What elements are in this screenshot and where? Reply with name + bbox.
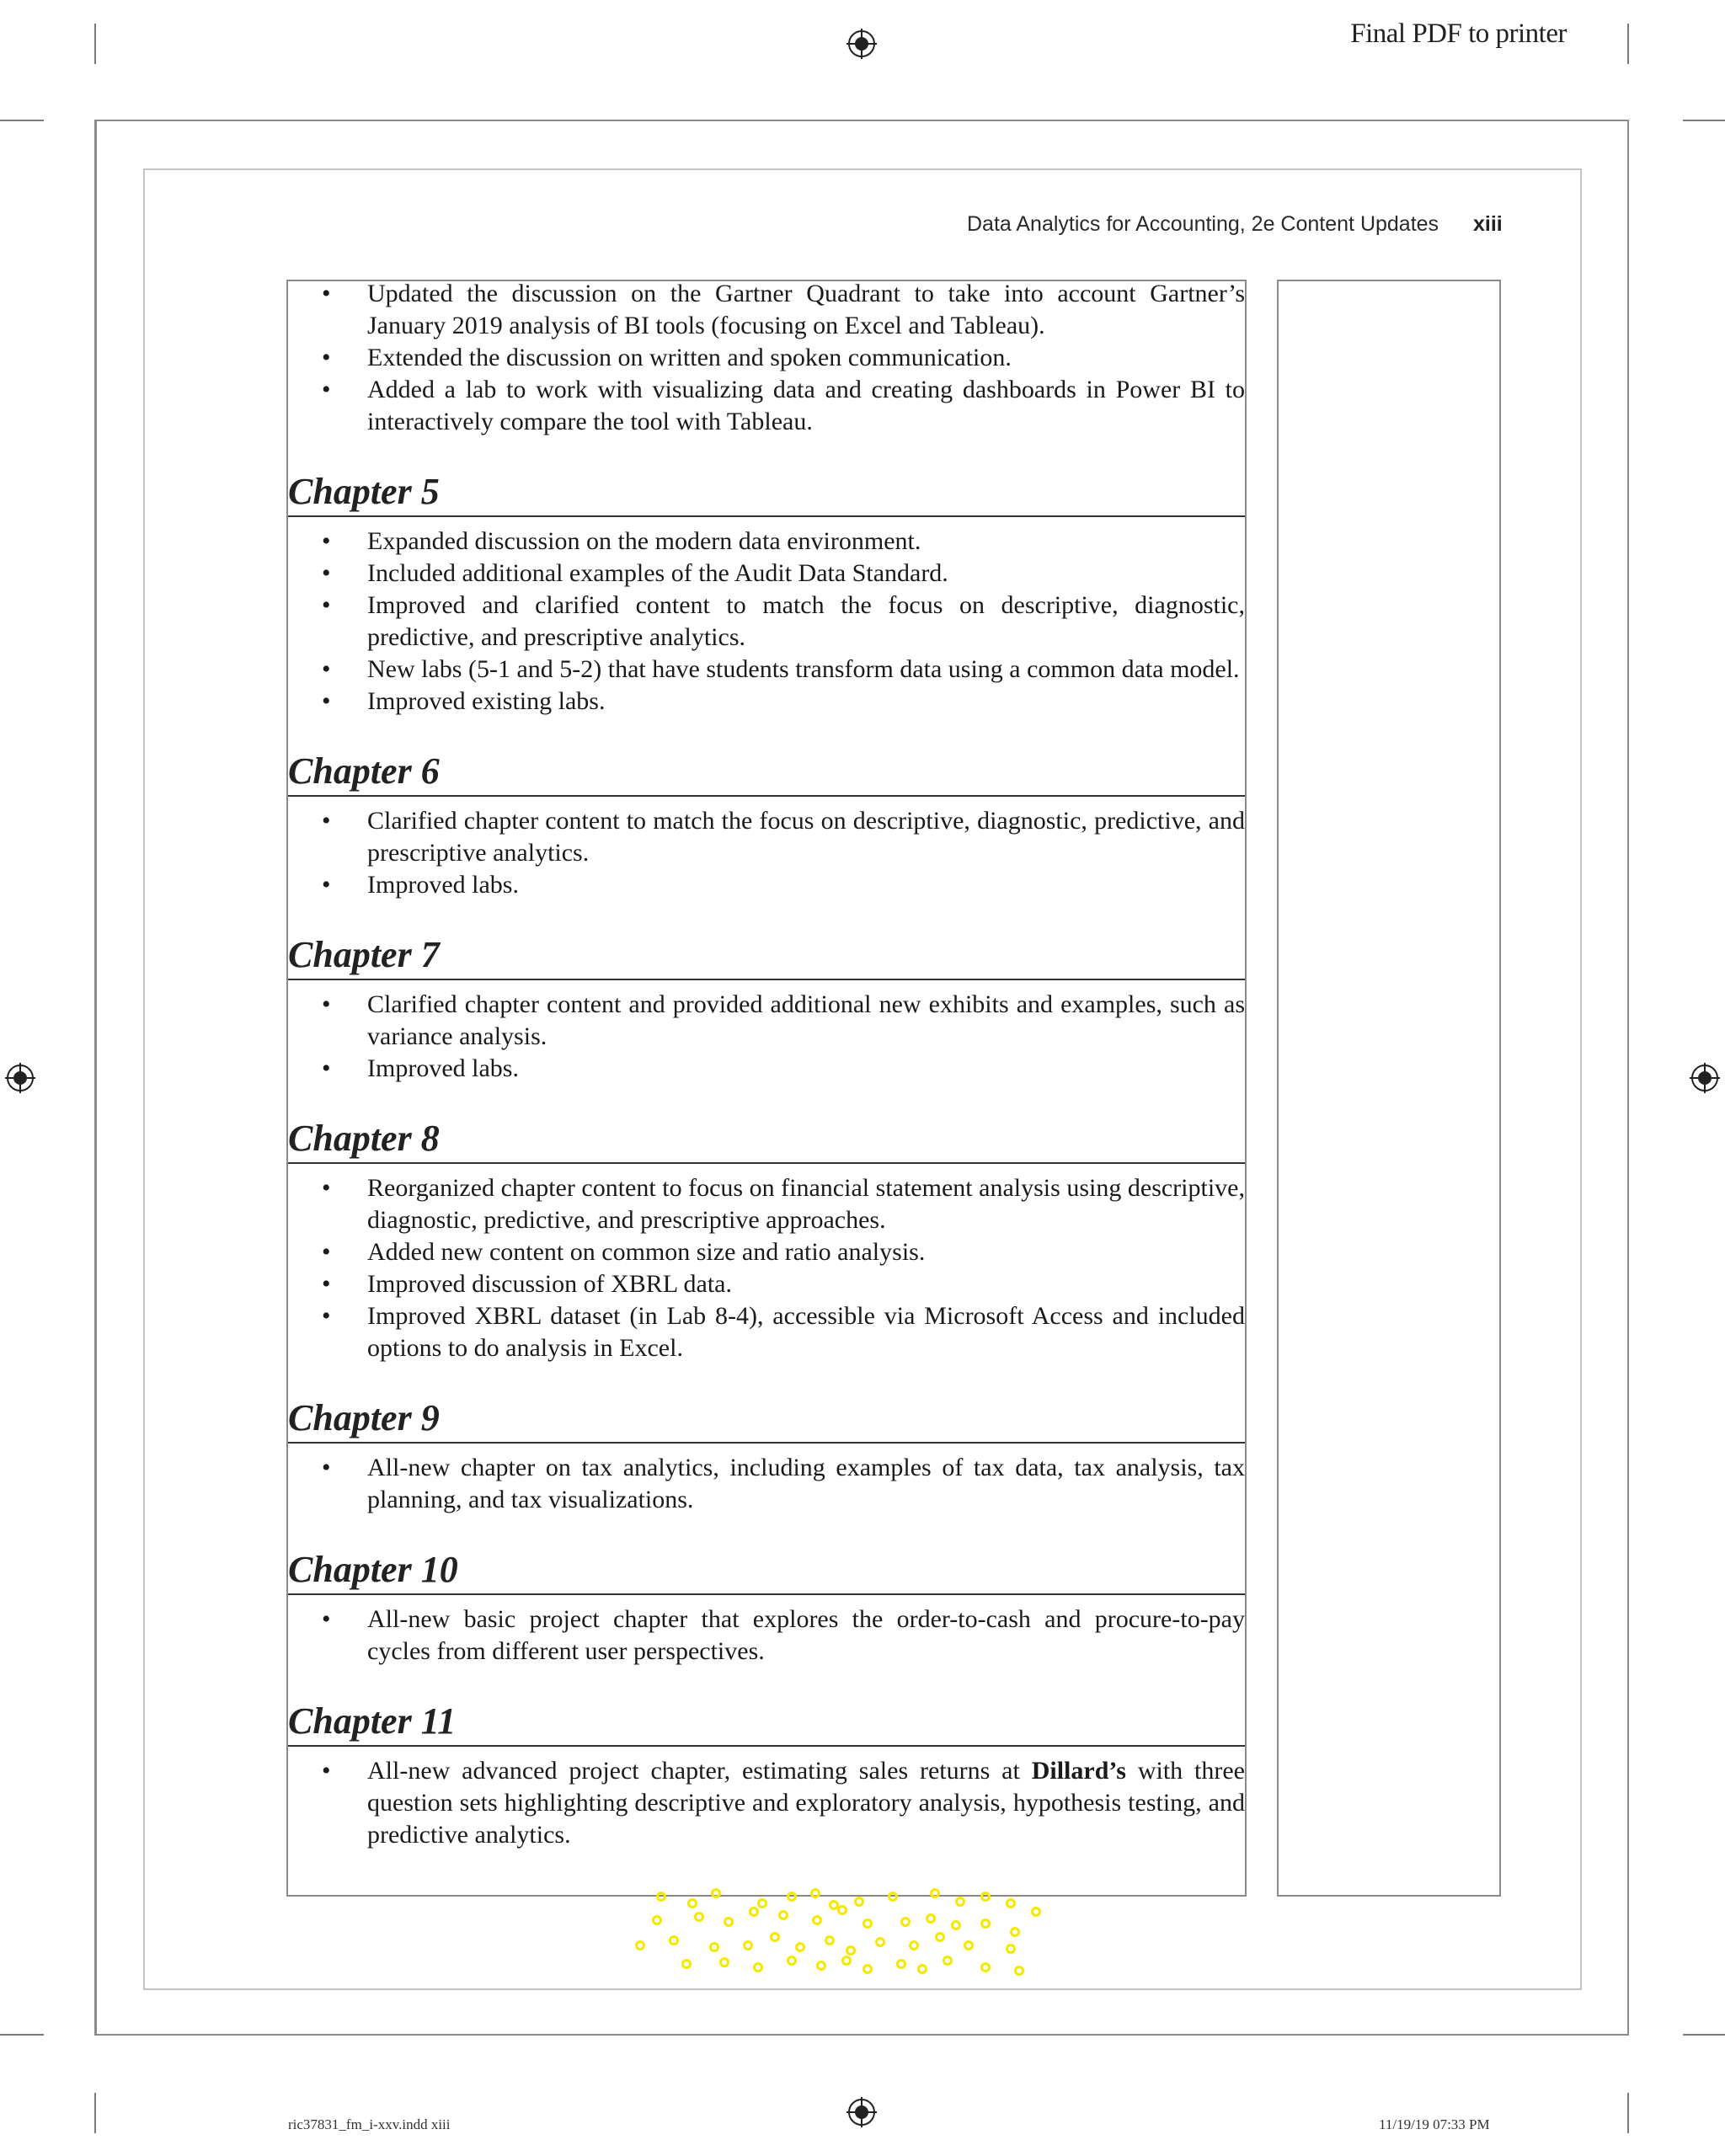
list-item bbox=[288, 654, 1245, 686]
list-item bbox=[288, 869, 1245, 901]
list-item bbox=[288, 1604, 1245, 1668]
chapter-sections bbox=[288, 470, 1245, 1851]
highlight-dot bbox=[689, 1900, 697, 1908]
bullet-icon: • bbox=[322, 376, 331, 403]
bullet-icon: • bbox=[322, 871, 331, 899]
highlight-dot bbox=[814, 1917, 821, 1924]
highlight-dot bbox=[944, 1957, 952, 1965]
highlight-dot bbox=[911, 1942, 918, 1950]
registration-mark-icon bbox=[846, 2097, 877, 2127]
list-item-text: Extended the discussion on written and spoken communication. bbox=[367, 344, 1012, 371]
highlight-dot bbox=[658, 1893, 665, 1901]
bullet-icon: • bbox=[322, 807, 331, 835]
bullet-icon: • bbox=[322, 344, 331, 371]
list-item-text: Improved XBRL dataset (in Lab 8-4), accessible via Microsoft Access and included options to do analysis in Excel. bbox=[367, 1302, 1245, 1362]
highlight-dot bbox=[755, 1964, 762, 1972]
chapter-bullet-list bbox=[288, 526, 1245, 718]
highlight-dot bbox=[965, 1942, 973, 1950]
printer-label: Final PDF to printer bbox=[1350, 19, 1567, 49]
list-item-text: Updated the discussion on the Gartner Quadrant to take into account Gartner’s January 2019 analysis of BI tools (focusing on Excel and Tableau). bbox=[367, 280, 1245, 339]
highlight-dot bbox=[919, 1966, 927, 1973]
list-item-text: Improved and clarified content to match the focus on descriptive, diagnostic, predictive, and prescriptive analytics. bbox=[367, 591, 1245, 651]
bullet-icon: • bbox=[322, 559, 331, 587]
highlight-dot bbox=[953, 1922, 960, 1929]
crop-mark bbox=[1683, 2034, 1725, 2036]
list-item bbox=[288, 590, 1245, 654]
crop-mark bbox=[0, 2034, 44, 2036]
chapter-heading: Chapter 8 bbox=[288, 1118, 440, 1159]
highlight-dot bbox=[654, 1917, 661, 1924]
list-item: • All-new advanced project chapter, estimating sales returns at Dillard’s with three question sets highlighting descriptive and exploratory analysis, hypothesis testing, and predictive analytics. bbox=[322, 1757, 1246, 1849]
chapter-heading: Chapter 6 bbox=[288, 750, 440, 792]
bullet-icon: • bbox=[322, 1757, 331, 1785]
list-item-text: New labs (5-1 and 5-2) that have students transform data using a common data model. bbox=[367, 655, 1240, 683]
highlight-dot bbox=[670, 1937, 678, 1945]
list-item bbox=[288, 805, 1245, 869]
highlight-dot bbox=[780, 1912, 788, 1919]
chapter-bullet-list bbox=[288, 1604, 1245, 1668]
highlight-dot bbox=[982, 1964, 990, 1972]
list-item bbox=[288, 1300, 1245, 1364]
highlight-dot bbox=[937, 1934, 944, 1941]
highlight-dot bbox=[982, 1920, 990, 1928]
highlight-dot bbox=[864, 1920, 872, 1928]
highlight-dot bbox=[856, 1898, 863, 1906]
chapter-heading-rule bbox=[288, 1548, 1245, 1595]
chapter-heading-rule bbox=[288, 1700, 1245, 1747]
list-item bbox=[288, 374, 1245, 438]
bullet-icon: • bbox=[322, 655, 331, 683]
list-item bbox=[288, 342, 1245, 374]
highlight-dot bbox=[932, 1890, 939, 1897]
highlight-dot bbox=[927, 1915, 935, 1923]
bullet-icon: • bbox=[322, 280, 331, 307]
highlight-dot bbox=[759, 1900, 766, 1908]
running-head: Data Analytics for Accounting, 2e Content Updates bbox=[967, 212, 1439, 236]
bullet-icon: • bbox=[322, 687, 331, 715]
bullet-icon: • bbox=[322, 1174, 331, 1202]
list-item bbox=[288, 1172, 1245, 1236]
chapter-heading-rule bbox=[288, 933, 1245, 980]
highlight-dot bbox=[830, 1902, 838, 1909]
page-number: xiii bbox=[1473, 212, 1503, 236]
bullet-icon: • bbox=[322, 1270, 331, 1298]
chapter-heading-rule bbox=[288, 750, 1245, 797]
list-item bbox=[288, 989, 1245, 1053]
list-item-text: All-new basic project chapter that explores the order-to-cash and procure-to-pay cycles from different user perspectives. bbox=[367, 1605, 1245, 1665]
list-item bbox=[288, 1053, 1245, 1085]
intro-bullet-list bbox=[288, 278, 1245, 438]
highlight-dot bbox=[788, 1957, 796, 1965]
list-item-text: Improved discussion of XBRL data. bbox=[367, 1270, 732, 1298]
highlight-dot bbox=[839, 1907, 846, 1914]
chapter-bullet-list bbox=[288, 989, 1245, 1085]
bullet-icon: • bbox=[322, 990, 331, 1018]
highlight-dot bbox=[696, 1913, 703, 1921]
highlight-dot bbox=[812, 1890, 820, 1897]
highlight-dot bbox=[1016, 1967, 1023, 1975]
chapter-heading-rule bbox=[288, 470, 1245, 517]
highlight-dot bbox=[713, 1890, 720, 1897]
list-item-text: Improved existing labs. bbox=[367, 687, 606, 715]
date-slug: 11/19/19 07:33 PM bbox=[1379, 2116, 1490, 2132]
list-item-text: Clarified chapter content and provided additional new exhibits and examples, such as variance analysis. bbox=[367, 990, 1245, 1050]
bullet-icon: • bbox=[322, 1605, 331, 1633]
highlight-dot bbox=[843, 1957, 851, 1965]
chapter-bullet-list bbox=[288, 1755, 1245, 1851]
bullet-icon: • bbox=[322, 527, 331, 555]
highlight-dot bbox=[1007, 1945, 1015, 1953]
crop-mark bbox=[1627, 2093, 1629, 2133]
list-item bbox=[288, 558, 1245, 590]
list-item bbox=[288, 1268, 1245, 1300]
content-column bbox=[288, 278, 1245, 1851]
list-item-text: Added a lab to work with visualizing data and creating dashboards in Power BI to interactively compare the tool with Tableau. bbox=[367, 376, 1245, 435]
highlight-dot bbox=[877, 1939, 884, 1946]
list-item-text: Improved labs. bbox=[367, 1054, 519, 1082]
highlight-dot bbox=[711, 1944, 718, 1951]
highlight-dot bbox=[772, 1934, 779, 1941]
registration-mark-icon bbox=[1690, 1063, 1720, 1093]
chapter-heading: Chapter 10 bbox=[288, 1549, 458, 1590]
crop-mark bbox=[1683, 120, 1725, 121]
highlight-dot bbox=[1033, 1908, 1040, 1916]
list-item bbox=[288, 686, 1245, 718]
highlight-dot bbox=[683, 1961, 691, 1968]
list-item bbox=[288, 1452, 1245, 1516]
chapter-bullet-list bbox=[288, 805, 1245, 901]
crop-mark bbox=[94, 2093, 96, 2133]
list-item bbox=[288, 526, 1245, 558]
highlight-dot bbox=[1012, 1929, 1019, 1936]
list-item-text: Improved labs. bbox=[367, 871, 519, 899]
highlight-dot bbox=[788, 1893, 796, 1901]
registration-mark-icon bbox=[846, 29, 877, 59]
highlight-dot bbox=[864, 1966, 872, 1973]
highlight-dot bbox=[725, 1919, 733, 1926]
highlight-dot bbox=[826, 1937, 834, 1945]
chapter-heading: Chapter 7 bbox=[288, 934, 440, 975]
list-item bbox=[288, 278, 1245, 342]
highlight-dot bbox=[818, 1962, 825, 1970]
bullet-icon: • bbox=[322, 1454, 331, 1481]
margin-column-frame bbox=[1277, 280, 1501, 1897]
highlight-dot bbox=[797, 1944, 804, 1951]
list-item-text: Added new content on common size and ratio analysis. bbox=[367, 1238, 926, 1266]
list-item-text: Reorganized chapter content to focus on financial statement analysis using descriptive, diagnostic, predictive, and prescriptive approaches. bbox=[367, 1174, 1245, 1234]
chapter-heading-rule bbox=[288, 1117, 1245, 1164]
highlight-dot bbox=[957, 1898, 964, 1906]
highlight-dot bbox=[982, 1893, 990, 1901]
list-item-text: All-new chapter on tax analytics, including examples of tax data, tax analysis, tax planning, and tax visualizations. bbox=[367, 1454, 1245, 1513]
chapter-bullet-list bbox=[288, 1172, 1245, 1364]
chapter-heading: Chapter 9 bbox=[288, 1397, 440, 1438]
bold-term: Dillard’s bbox=[1031, 1757, 1126, 1785]
crop-mark bbox=[0, 120, 44, 121]
chapter-bullet-list bbox=[288, 1452, 1245, 1516]
list-item-text: Expanded discussion on the modern data environment. bbox=[367, 527, 921, 555]
crop-mark bbox=[1627, 24, 1629, 64]
bullet-icon: • bbox=[322, 591, 331, 619]
highlight-dot bbox=[637, 1942, 644, 1950]
highlight-dot bbox=[902, 1919, 910, 1926]
list-item-text: Clarified chapter content to match the focus on descriptive, diagnostic, predictive, and prescriptive analytics. bbox=[367, 807, 1245, 867]
chapter-heading: Chapter 5 bbox=[288, 471, 440, 512]
bullet-icon: • bbox=[322, 1302, 331, 1330]
highlight-dots-decoration bbox=[615, 1886, 1120, 1988]
list-item bbox=[288, 1236, 1245, 1268]
bullet-icon: • bbox=[322, 1054, 331, 1082]
chapter-heading-rule bbox=[288, 1396, 1245, 1444]
chapter-heading: Chapter 11 bbox=[288, 1700, 457, 1742]
highlight-dot bbox=[721, 1959, 729, 1967]
highlight-dot bbox=[750, 1908, 758, 1916]
highlight-dot bbox=[889, 1893, 897, 1901]
highlight-dot bbox=[847, 1947, 855, 1955]
highlight-dot bbox=[1007, 1900, 1015, 1908]
registration-mark-icon bbox=[5, 1063, 35, 1093]
highlight-dot bbox=[898, 1961, 905, 1968]
file-slug: ric37831_fm_i-xxv.indd xiii bbox=[288, 2116, 451, 2132]
highlight-dot bbox=[745, 1942, 752, 1950]
list-item-text: Included additional examples of the Audit Data Standard. bbox=[367, 559, 948, 587]
bullet-icon: • bbox=[322, 1238, 331, 1266]
crop-mark bbox=[94, 24, 96, 64]
